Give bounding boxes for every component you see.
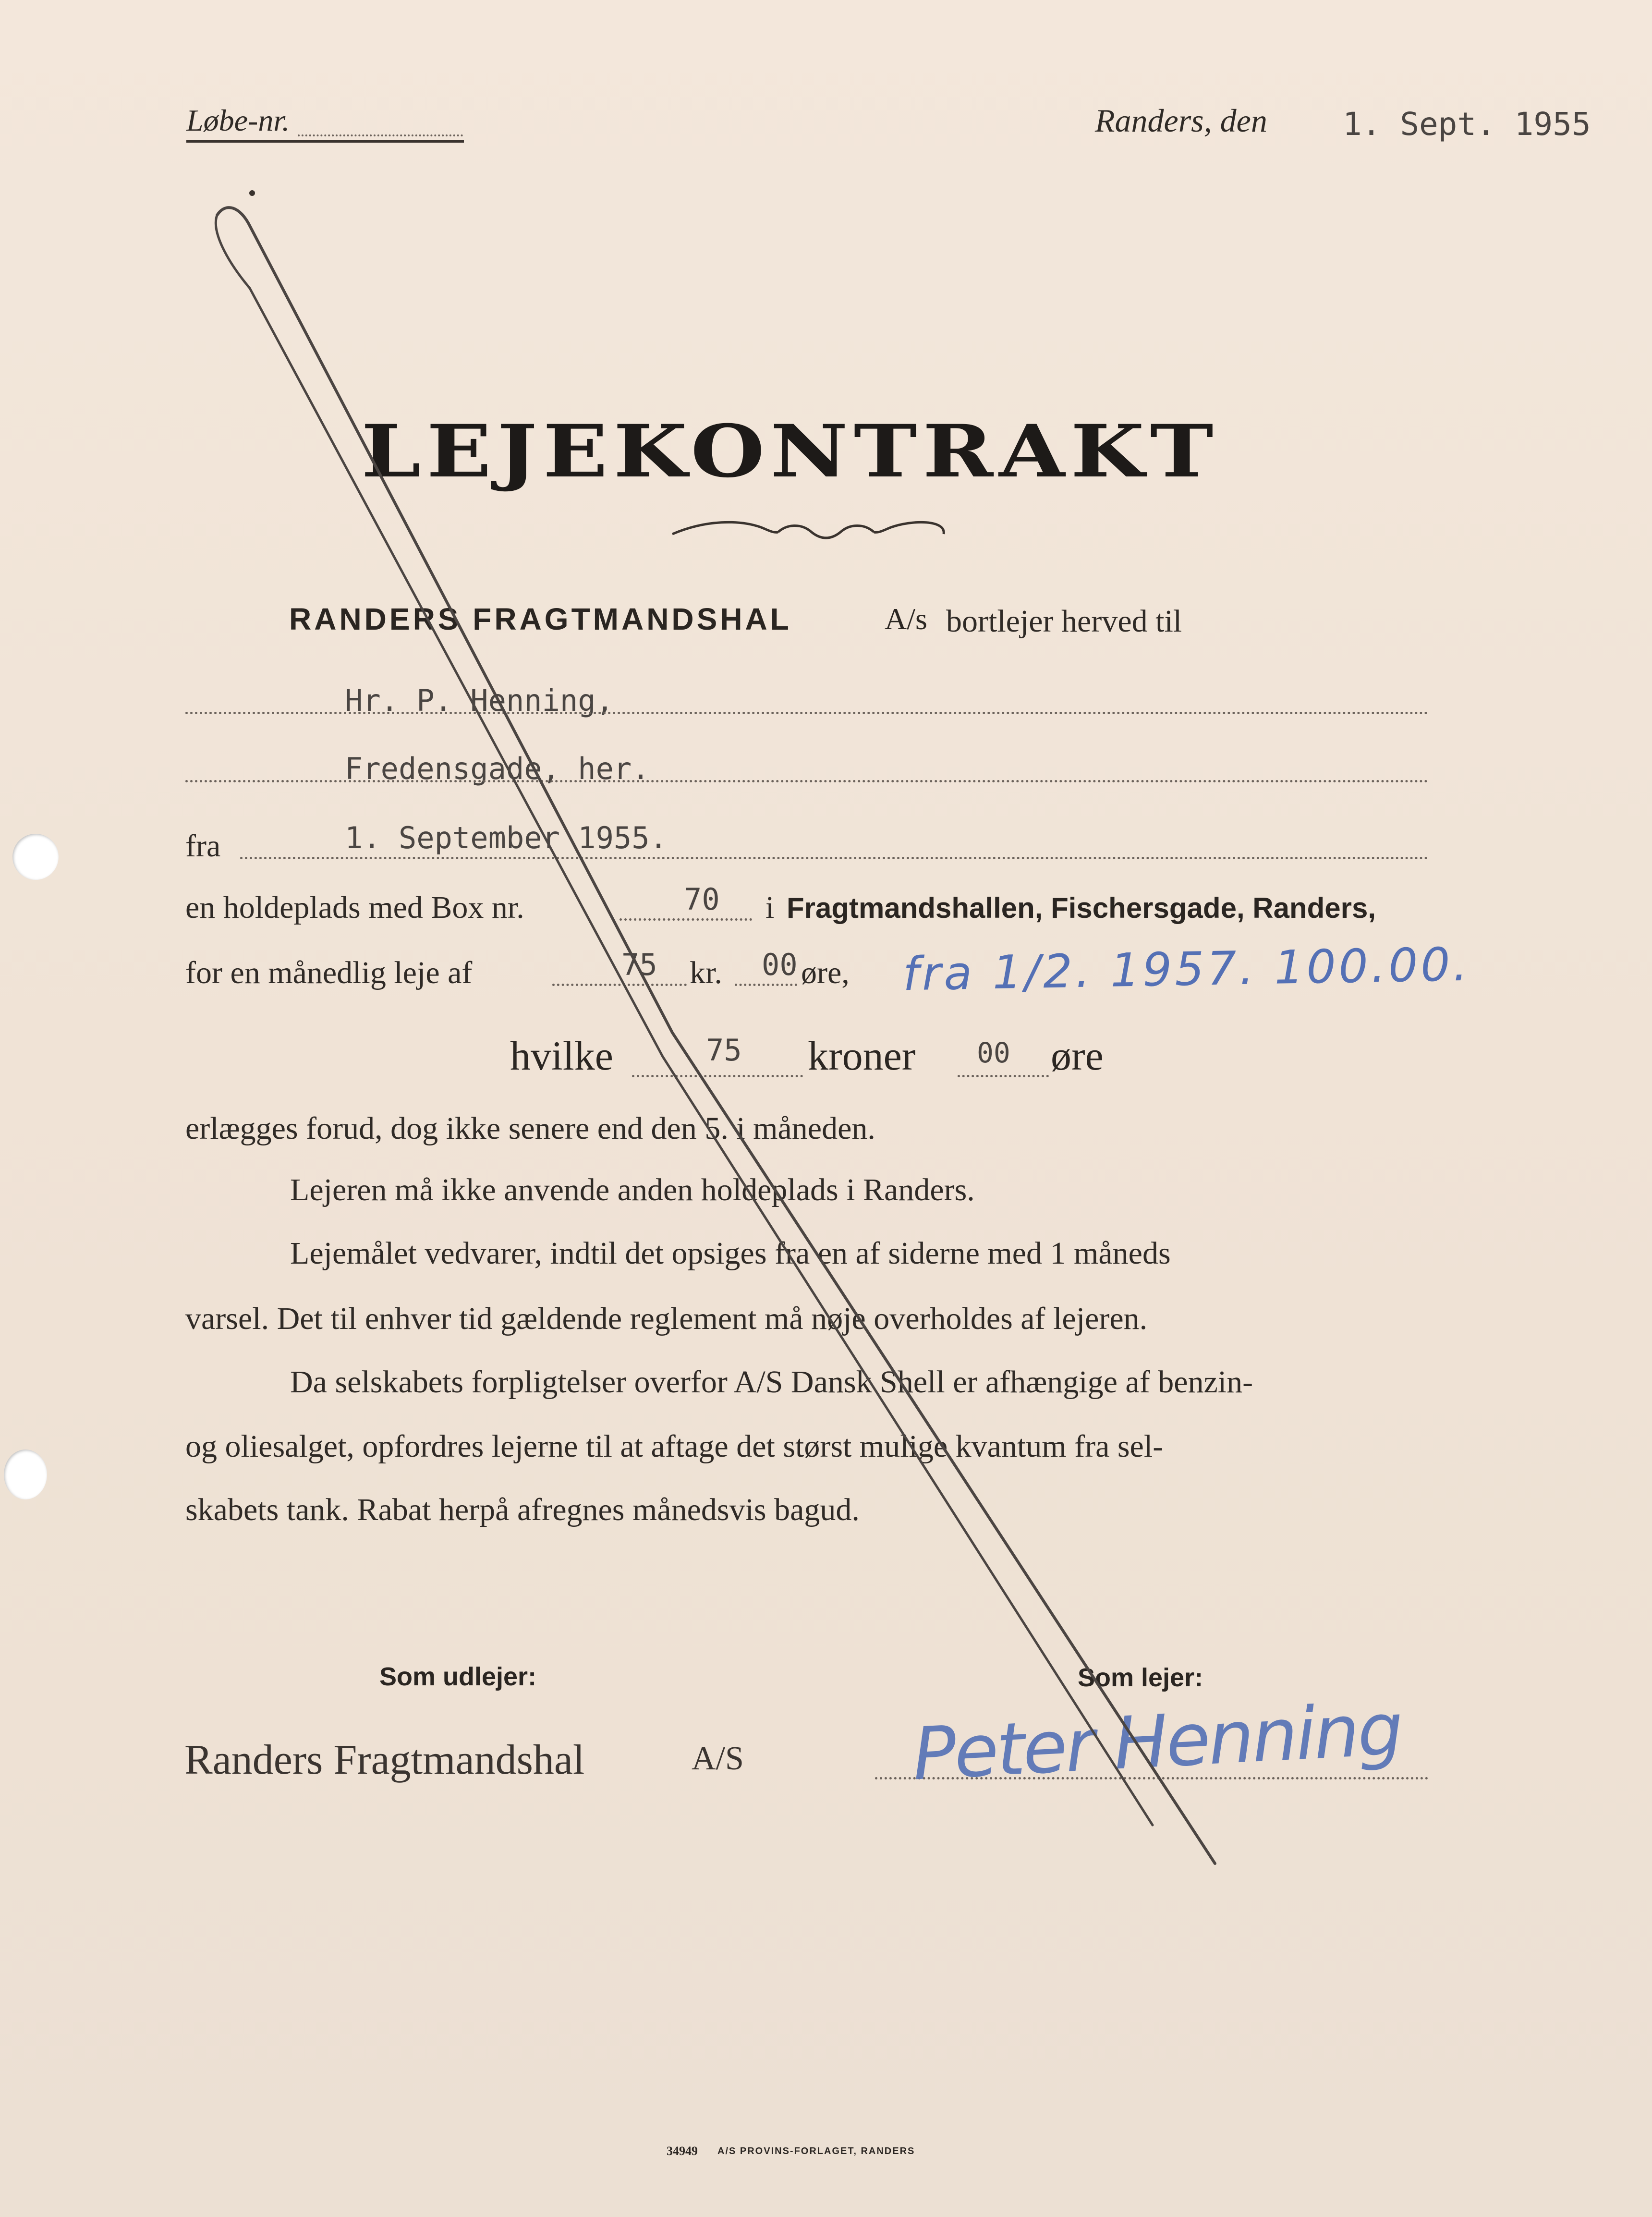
lobe-nr-label: Løbe-nr. [186,103,290,137]
intro-rest: bortlejer herved til [946,604,1182,639]
rent-prefix: for en månedlig leje af [185,955,473,990]
rent-kr-line [552,984,687,986]
words-kroner-line [632,1075,803,1077]
words-ore-line [958,1075,1049,1077]
paragraph-3-line-1: Lejemålet vedvarer, indtil det opsiges fra en af siderne med 1 måneds [290,1236,1171,1271]
tenant-name-line [185,712,1428,714]
rent-ore-line [735,984,797,986]
lobe-nr-underline [186,140,464,143]
paragraph-3-line-2: varsel. Det til enhver tid gældende reglement må nøje overholdes af lejeren. [185,1301,1148,1336]
box-number-line [620,918,752,921]
from-label: fra [185,828,221,864]
words-kroner-label: kroner [808,1033,916,1079]
box-prefix: en holdeplads med Box nr. [185,890,524,925]
rent-ore-value: 00 [762,947,798,982]
from-date-line [240,857,1428,859]
udlejer-name: Randers Fragtmandshal [184,1737,585,1783]
lejer-signature: Peter Henning [911,1687,1404,1797]
lejer-label: Som lejer: [1078,1663,1203,1692]
paragraph-4-line-2: og oliesalget, opfordres lejerne til at aftage det størst mulige kvantum fra sel- [185,1429,1164,1464]
tenant-address: Fredensgade, her. [345,751,650,786]
footer-number: 34949 [667,2144,698,2158]
tenant-name: Hr. P. Henning, [345,683,614,718]
from-date: 1. September 1955. [345,820,668,855]
box-number: 70 [684,882,720,917]
intro-as-mark: A/s [885,602,927,636]
box-i: i [765,890,775,925]
footer-publisher: A/S PROVINS-FORLAGET, RANDERS [717,2146,915,2156]
rent-kr-label: kr. [690,955,722,990]
tenant-address-line [185,780,1428,782]
punch-hole-bottom [4,1450,47,1499]
words-ore-label: øre [1051,1033,1104,1079]
paragraph-1: erlægges forud, dog ikke senere end den 5. i måneden. [185,1111,875,1146]
place-date-label: Randers, den [1095,102,1267,139]
document-title: LEJEKONTRAKT [361,409,1219,494]
udlejer-as-mark: A/S [692,1740,744,1777]
words-ore-value: 00 [977,1036,1010,1069]
paragraph-4-line-1: Da selskabets forpligtelser overfor A/S Dansk Shell er afhængige af benzin- [290,1364,1253,1400]
udlejer-label: Som udlejer: [379,1662,537,1691]
paragraph-2: Lejeren må ikke anvende anden holdeplads i Randers. [290,1172,975,1207]
intro-company: RANDERS FRAGTMANDSHAL [289,602,792,636]
contract-date: 1. Sept. 1955 [1343,106,1591,143]
words-kroner-value: 75 [706,1033,742,1068]
rent-kr-value: 75 [621,947,657,982]
paragraph-4-line-3: skabets tank. Rabat herpå afregnes månedsvis bagud. [185,1492,860,1527]
rent-ore-label: øre, [801,955,850,990]
words-hvilke: hvilke [510,1033,613,1079]
lobe-nr-dotted-line [298,134,463,136]
punch-hole-top [12,834,59,880]
rent-handwritten-note: fra 1/2. 1957. 100.00. [902,937,1471,1001]
box-location: Fragtmandshallen, Fischersgade, Randers, [787,892,1376,924]
